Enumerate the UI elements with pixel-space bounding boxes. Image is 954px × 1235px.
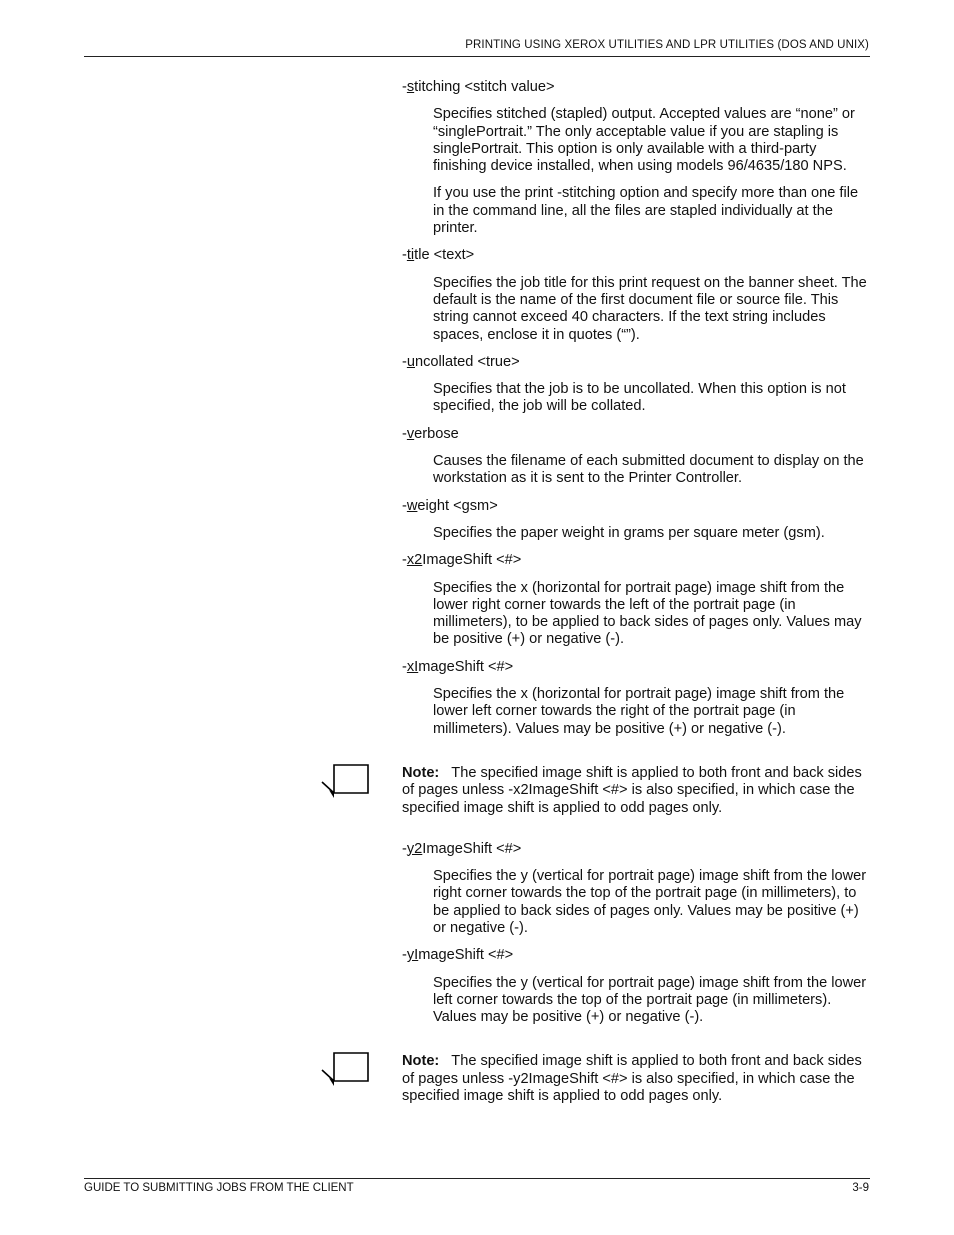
option-description: Specifies that the job is to be uncollated. When this option is not specified, the job will be collated. [433, 381, 846, 415]
note-icon [320, 764, 370, 798]
option-name: -weight <gsm> [402, 497, 498, 514]
note-label: Note: [402, 1053, 440, 1070]
option-title [402, 247, 872, 343]
note-text [402, 1053, 872, 1105]
option-name: -title <text> [402, 247, 475, 264]
option-name: -stitching <stitch value> [402, 79, 555, 95]
option-description: Specifies the y (vertical for portrait page) image shift from the lower right corner towards the top of the portrait page (in millimeters), to be applied to back sides of pages only. Values may be positive (+) or negative (-). [433, 868, 867, 936]
note-label: Note: [402, 764, 440, 781]
note-body: The specified image shift is applied to both front and back sides of pages unless -y2ImageShift <#> is also specified, in which case the specified image shift is applied to odd pages only. [402, 1053, 862, 1105]
option-weight [402, 498, 872, 543]
option-description: If you use the print -stitching option and specify more than one file in the command line, all the files are stapled individually at the printer. [433, 185, 859, 237]
option-description: Specifies the x (horizontal for portrait page) image shift from the lower left corner towards the right of the portrait page (in millimeters). Values may be positive (+) or negative (-). [433, 686, 845, 737]
option-description: Specifies the job title for this print request on the banner sheet. The default is the name of the first document file or source file. This string cannot exceed 40 characters. If the text string includes spaces, enclose it in quotes (“”). [433, 274, 867, 343]
running-header: PRINTING USING XEROX UTILITIES AND LPR UTILITIES (DOS AND UNIX) [465, 39, 869, 51]
option-name: -uncollated <true> [402, 353, 520, 370]
option-verbose [402, 426, 872, 488]
header-rule [84, 56, 870, 57]
note [402, 1053, 872, 1105]
options-list [402, 79, 872, 1129]
option-name: -xImageShift <#> [402, 658, 514, 675]
option-y2imageshift [402, 841, 872, 937]
option-yimageshift [402, 947, 872, 1026]
option-description: Specifies the paper weight in grams per square meter (gsm). [433, 524, 825, 541]
page-number: 3-9 [852, 1182, 869, 1194]
option-uncollated [402, 354, 872, 416]
option-x2imageshift [402, 552, 872, 648]
option-name: -x2ImageShift <#> [402, 552, 522, 569]
note-text [402, 765, 872, 817]
option-stitching [402, 79, 872, 237]
running-footer: GUIDE TO SUBMITTING JOBS FROM THE CLIENT [84, 1182, 354, 1194]
note [402, 765, 872, 817]
option-description: Causes the filename of each submitted document to display on the workstation as it is sent to the Printer Controller. [433, 453, 864, 487]
footer-rule [84, 1178, 870, 1179]
option-name: -yImageShift <#> [402, 947, 514, 964]
option-description: Specifies the y (vertical for portrait page) image shift from the lower left corner towards the top of the portrait page (in millimeters). Values may be positive (+) or negative (-). [433, 974, 867, 1026]
option-name: -y2ImageShift <#> [402, 840, 522, 857]
option-ximageshift [402, 659, 872, 738]
option-name: -verbose [402, 425, 459, 442]
note-icon [320, 1052, 370, 1086]
note-body: The specified image shift is applied to both front and back sides of pages unless -x2ImageShift <#> is also specified, in which case the specified image shift is applied to odd pages only. [402, 764, 862, 816]
option-description: Specifies stitched (stapled) output. Accepted values are “none” or “singlePortrait.” The only acceptable value if you are stapling is singlePortrait. This option is only available with a third-party finishing device installed, when using models 96/4635/180 NPS. [433, 106, 855, 175]
option-description: Specifies the x (horizontal for portrait page) image shift from the lower right corner towards the left of the portrait page (in millimeters), to be applied to back sides of pages only. Values may be positive (+) or negative (-). [433, 579, 862, 648]
